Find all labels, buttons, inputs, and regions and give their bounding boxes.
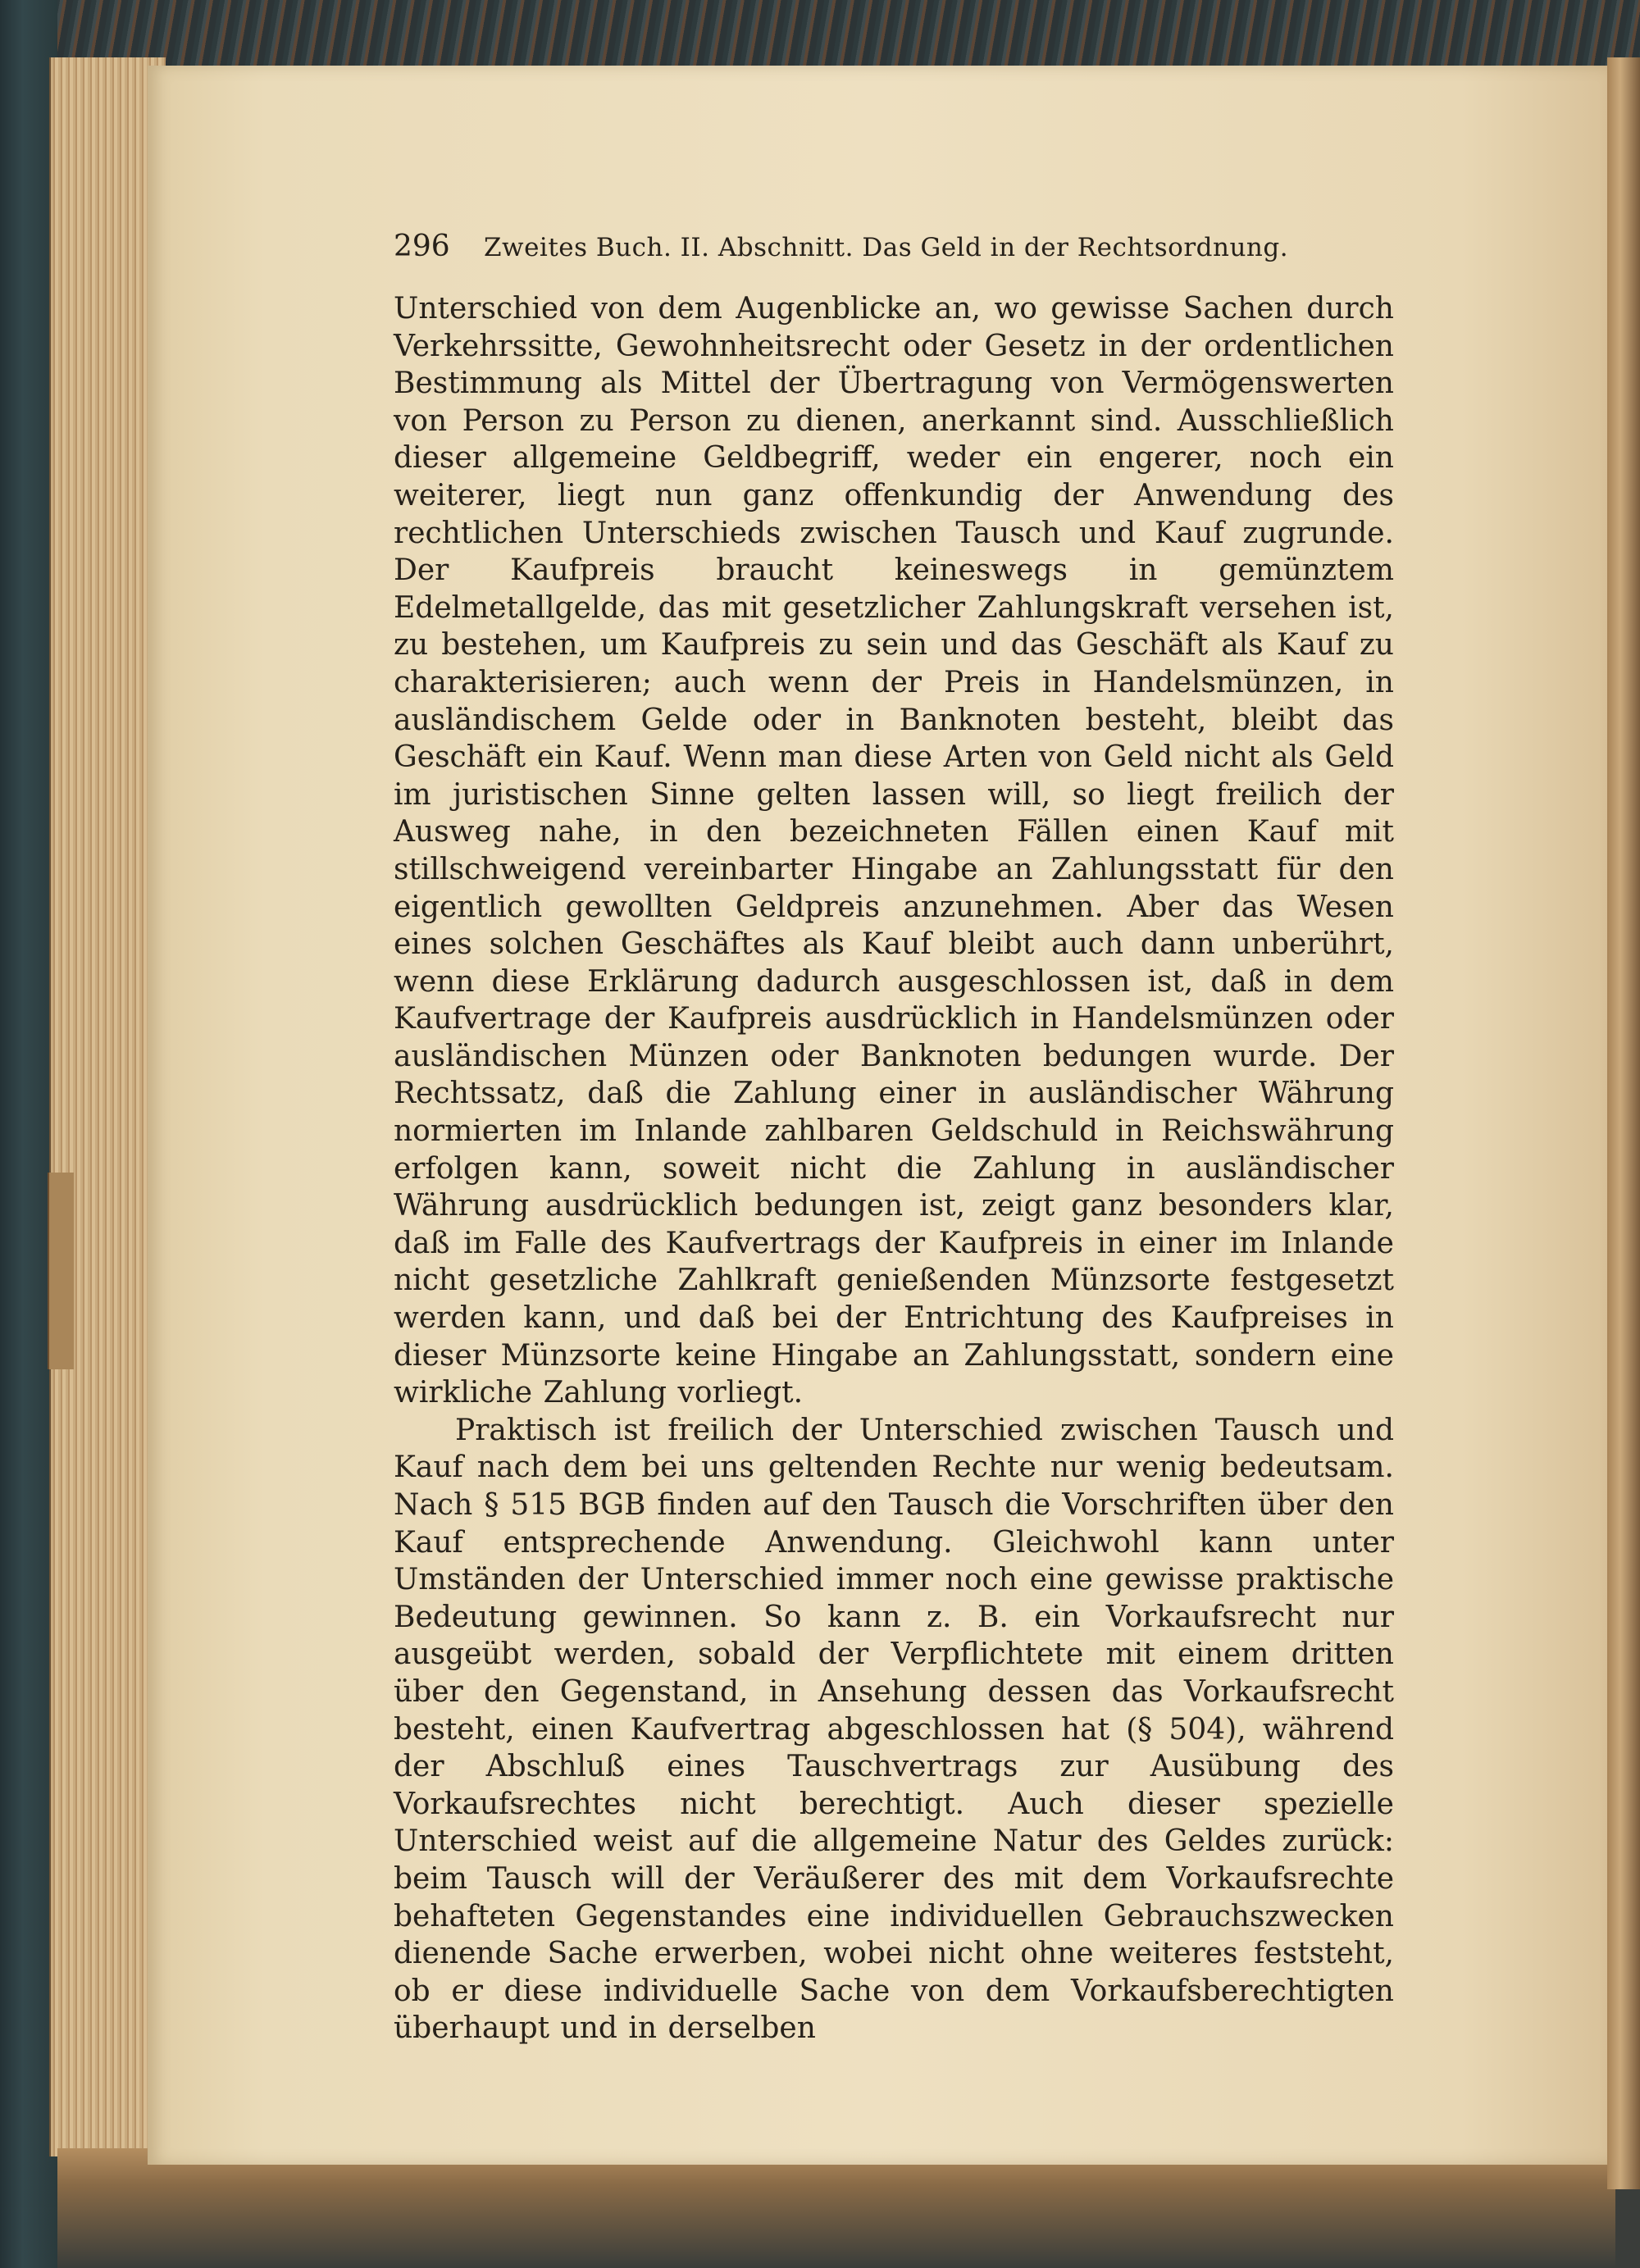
book-bottom-edge bbox=[57, 2148, 1615, 2268]
facing-page-edge bbox=[1607, 57, 1640, 2189]
paragraph: Unterschied von dem Augenblicke an, wo gewisse Sachen durch Verkehrssitte, Gewohnheitsrecht oder Gesetz in der ordentlichen Bestimmung als Mittel der Übertragung von Vermögenswerten von Person zu Person zu dienen, anerkannt sind. Ausschließlich dieser allgemeine Geldbegriff, weder ein engerer, noch ein weiterer, liegt nun ganz offenkundig der Anwendung des rechtlichen Unterschieds zwischen Tausch und Kauf zugrunde. Der Kaufpreis braucht keineswegs in gemünztem Edelmetallgelde, das mit gesetzlicher Zahlungskraft versehen ist, zu bestehen, um Kaufpreis zu sein und das Geschäft als Kauf zu charakterisieren; auch wenn der Preis in Handelsmünzen, in ausländischem Gelde oder in Banknoten besteht, bleibt das Geschäft ein Kauf. Wenn man diese Arten von Geld nicht als Geld im juristischen Sinne gelten lassen will, so liegt freilich der Ausweg nahe, in den bezeichneten Fällen einen Kauf mit stillschweigend vereinbarter Hingabe an Zahlungsstatt für den eigentlich gewollten Geldpreis anzunehmen. Aber das Wesen eines solchen Geschäftes als Kauf bleibt auch dann unberührt, wenn diese Erklärung dadurch ausgeschlossen ist, daß in dem Kaufvertrage der Kaufpreis ausdrücklich in Handelsmünzen oder ausländischen Münzen oder Banknoten bedungen wurde. Der Rechtssatz, daß die Zahlung einer in ausländischer Währung normierten im Inlande zahlbaren Geldschuld in Reichswährung erfolgen kann, soweit nicht die Zahlung in ausländischer Währung ausdrücklich bedungen ist, zeigt ganz besonders klar, daß im Falle des Kaufvertrags der Kaufpreis in einer im Inlande nicht gesetzliche Zahlkraft genießenden Münzsorte festgesetzt werden kann, und daß bei der Entrichtung des Kaufpreises in dieser Münzsorte keine Hingabe an Zahlungsstatt, sondern eine wirkliche Zahlung vorliegt. bbox=[394, 292, 1394, 1410]
bookmark-band bbox=[48, 1173, 74, 1369]
running-head bbox=[394, 230, 1394, 271]
page-text-block bbox=[394, 230, 1394, 2047]
book-cover-top bbox=[0, 0, 1640, 66]
page-number: 296 bbox=[394, 230, 450, 263]
running-head-title: Zweites Buch. II. Abschnitt. Das Geld in der Rechtsordnung. bbox=[484, 233, 1289, 262]
paragraph: Praktisch ist freilich der Unterschied zwischen Tausch und Kauf nach dem bei uns geltenden Rechte nur wenig bedeutsam. Nach § 515 BGB finden auf den Tausch die Vorschriften über den Kauf entsprechende Anwendung. Gleichwohl kann unter Umständen der Unterschied immer noch eine gewisse praktische Bedeutung gewinnen. So kann z. B. ein Vorkaufsrecht nur ausgeübt werden, sobald der Verpflichtete mit einem dritten über den Gegenstand, in Ansehung dessen das Vorkaufsrecht besteht, einen Kaufvertrag abgeschlossen hat (§ 504), während der Abschluß eines Tauschvertrags zur Ausübung des Vorkaufsrechtes nicht berechtigt. Auch dieser spezielle Unterschied weist auf die allgemeine Natur des Geldes zurück: beim Tausch will der Veräußerer des mit dem Vorkaufsrechte behafteten Gegenstandes eine individuellen Gebrauchszwecken dienende Sache erwerben, wobei nicht ohne weiteres feststeht, ob er diese individuelle Sache von dem Vorkaufsberechtigten überhaupt und in derselben bbox=[394, 1413, 1394, 2046]
